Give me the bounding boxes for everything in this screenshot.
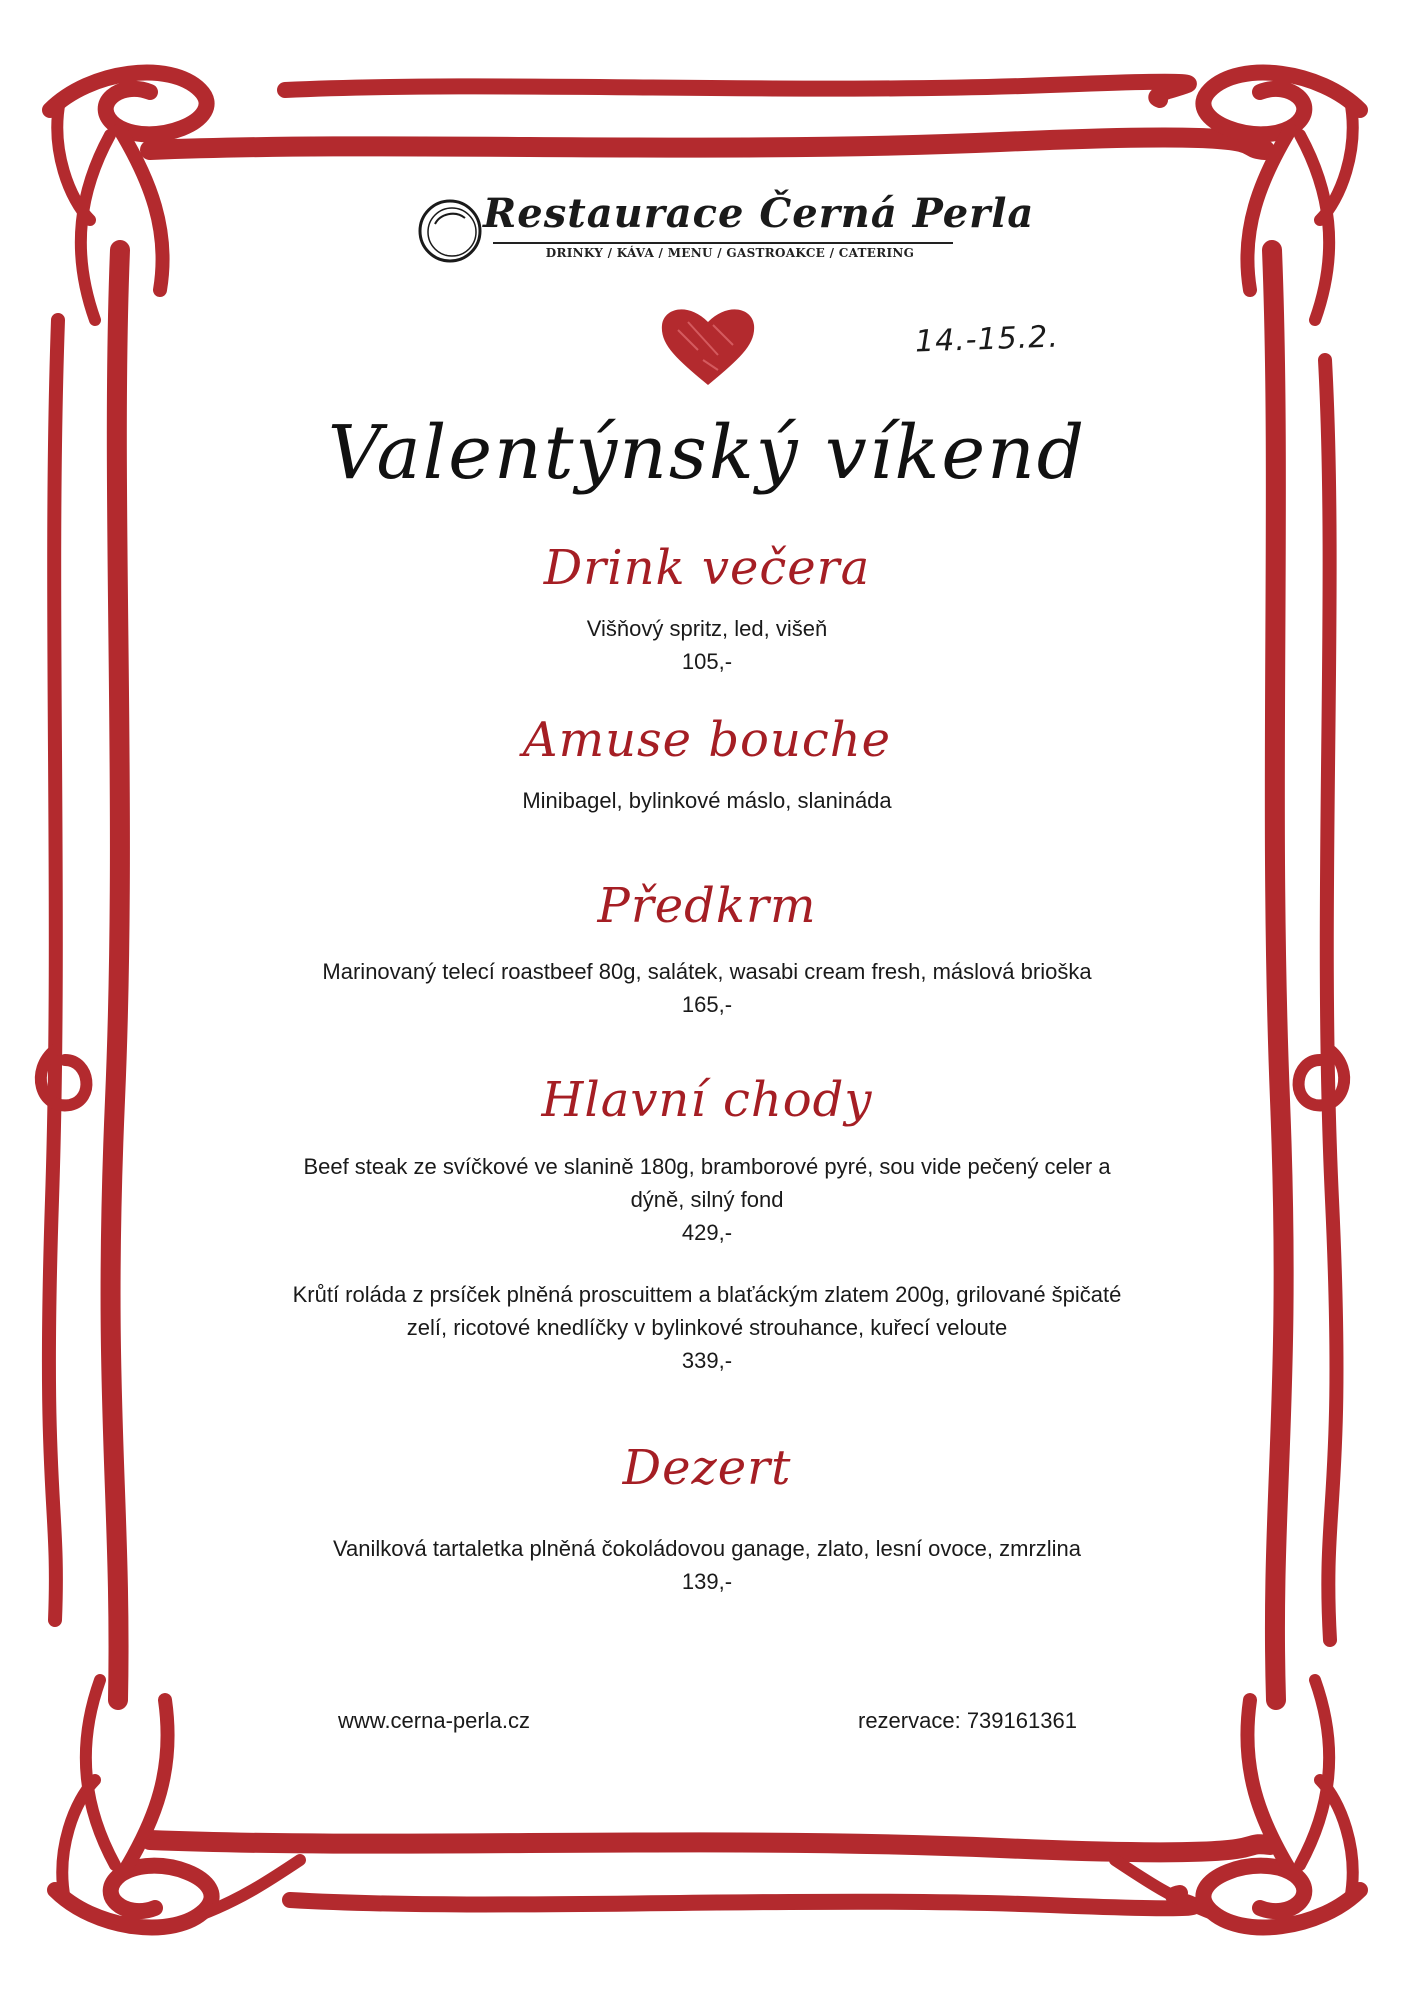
menu-item-text: Minibagel, bylinkové máslo, slanináda bbox=[522, 788, 892, 813]
menu-item-text: Vanilková tartaletka plněná čokoládovou ganage, zlato, lesní ovoce, zmrzlina bbox=[332, 1536, 1082, 1561]
restaurant-name: Restaurace Černá Perla bbox=[483, 190, 1035, 237]
restaurant-tagline: DRINKY / KÁVA / MENU / GASTROAKCE / CATERING bbox=[545, 246, 915, 260]
menu-item-price: 105,- bbox=[681, 649, 733, 674]
menu-item-price: 139,- bbox=[681, 1569, 733, 1594]
restaurant-logo bbox=[415, 190, 1035, 270]
footer-website: www.cerna-perla.cz bbox=[338, 1708, 530, 1733]
logo-underline bbox=[493, 242, 953, 244]
menu-item-price: 165,- bbox=[681, 992, 733, 1017]
section-title-drink: Drink večera bbox=[543, 540, 871, 596]
menu-item-text: Beef steak ze svíčkové ve slanině 180g, bramborové pyré, sou vide pečený celer a bbox=[303, 1154, 1111, 1179]
page-title: Valentýnský víkend bbox=[327, 410, 1087, 496]
menu-item-text: Višňový spritz, led, višeň bbox=[586, 616, 828, 641]
menu-item-price: 339,- bbox=[681, 1348, 733, 1373]
heart-icon bbox=[658, 300, 758, 390]
section-title-amuse: Amuse bouche bbox=[522, 712, 892, 768]
section-title-starter: Předkrm bbox=[597, 878, 817, 934]
pearl-logo-icon bbox=[415, 196, 485, 266]
menu-item-text: Marinovaný telecí roastbeef 80g, salátek, wasabi cream fresh, máslová brioška bbox=[322, 959, 1092, 984]
section-title-mains: Hlavní chody bbox=[541, 1072, 873, 1128]
menu-item-text: zelí, ricotové knedlíčky v bylinkové strouhance, kuřecí veloute bbox=[406, 1315, 1008, 1340]
menu-item-text: Krůtí roláda z prsíček plněná proscuittem a blaťáckým zlatem 200g, grilované špičaté bbox=[292, 1282, 1122, 1307]
footer-reservation: rezervace: 739161361 bbox=[858, 1708, 1077, 1733]
section-title-dessert: Dezert bbox=[622, 1440, 792, 1496]
menu-item-price: 429,- bbox=[681, 1220, 733, 1245]
event-date: 14.-15.2. bbox=[914, 319, 1060, 360]
menu-item-text: dýně, silný fond bbox=[630, 1187, 784, 1212]
